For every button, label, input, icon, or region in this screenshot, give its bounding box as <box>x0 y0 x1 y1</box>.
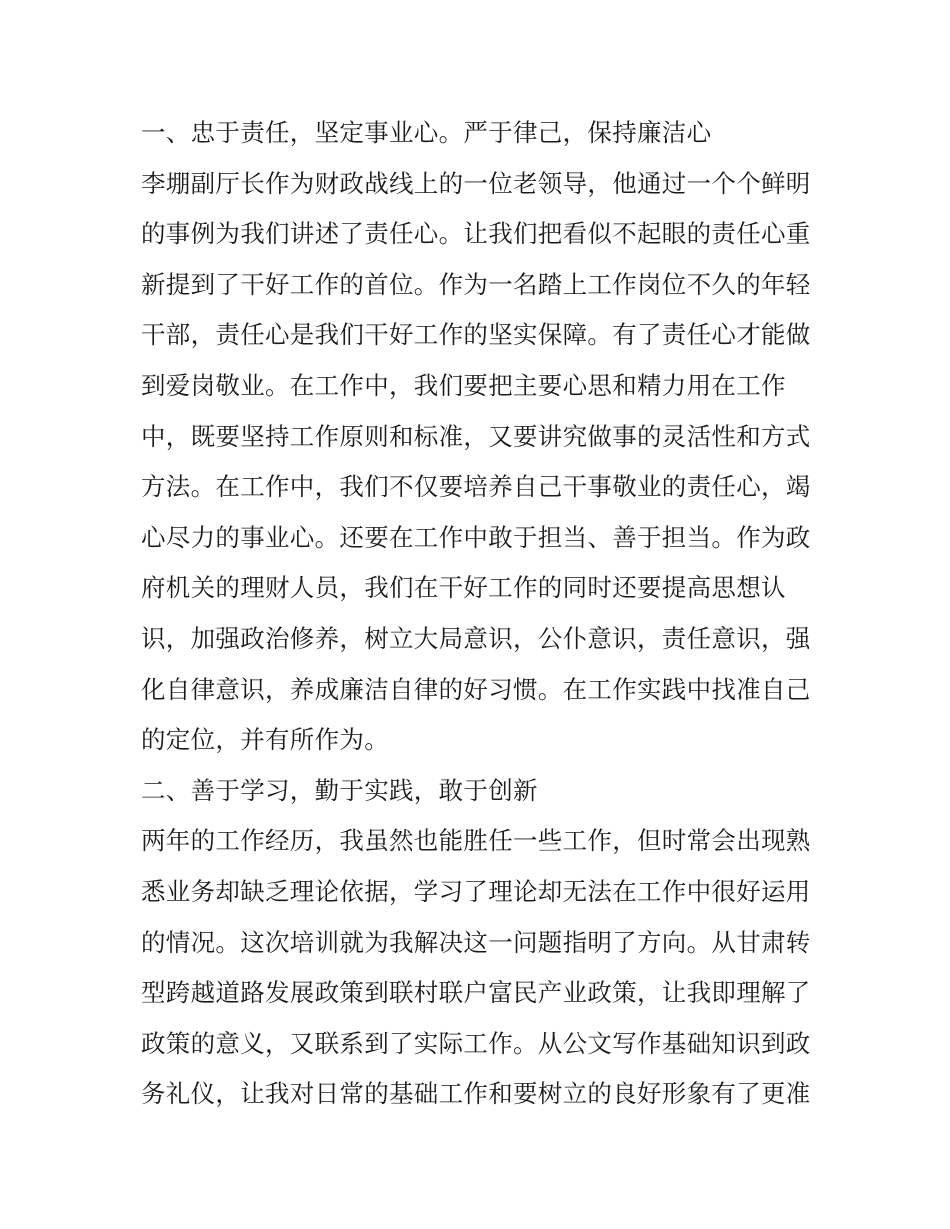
paragraph-line: 干部，责任心是我们干好工作的坚实保障。有了责任心才能做 <box>141 320 811 350</box>
paragraph-line: 两年的工作经历，我虽然也能胜任一些工作，但时常会出现熟 <box>141 826 811 856</box>
paragraph-line: 务礼仪，让我对日常的基础工作和要树立的良好形象有了更准 <box>141 1079 811 1109</box>
paragraph-line: 型跨越道路发展政策到联村联户富民产业政策，让我即理解了 <box>141 978 811 1008</box>
document-body <box>141 108 821 1120</box>
paragraph-line: 方法。在工作中，我们不仅要培养自己干事敬业的责任心，竭 <box>141 472 811 502</box>
paragraph-line: 到爱岗敬业。在工作中，我们要把主要心思和精力用在工作 <box>141 370 786 400</box>
paragraph-line: 的定位，并有所作为。 <box>141 725 389 755</box>
paragraph-line: 李堋副厅长作为财政战线上的一位老领导，他通过一个个鲜明 <box>141 168 811 198</box>
paragraph-line: 府机关的理财人员，我们在干好工作的同时还要提高思想认 <box>141 573 786 603</box>
paragraph-line: 化自律意识，养成廉洁自律的好习惯。在工作实践中找准自己 <box>141 674 811 704</box>
paragraph-line: 的事例为我们讲述了责任心。让我们把看似不起眼的责任心重 <box>141 219 811 249</box>
paragraph-line: 新提到了干好工作的首位。作为一名踏上工作岗位不久的年轻 <box>141 269 811 299</box>
paragraph-line: 政策的意义，又联系到了实际工作。从公文写作基础知识到政 <box>141 1028 811 1058</box>
paragraph-line: 悉业务却缺乏理论依据，学习了理论却无法在工作中很好运用 <box>141 876 811 906</box>
paragraph-line: 心尽力的事业心。还要在工作中敢于担当、善于担当。作为政 <box>141 522 811 552</box>
paragraph-line: 中，既要坚持工作原则和标准，又要讲究做事的灵活性和方式 <box>141 421 811 451</box>
section-heading-1: 一、忠于责任，坚定事业心。严于律己，保持廉洁心 <box>141 118 712 147</box>
section-heading-2: 二、善于学习，勤于实践，敢于创新 <box>141 775 538 805</box>
paragraph-line: 识，加强政治修养，树立大局意识，公仆意识，责任意识，强 <box>141 623 811 653</box>
paragraph-line: 的情况。这次培训就为我解决这一问题指明了方向。从甘肃转 <box>141 927 811 957</box>
